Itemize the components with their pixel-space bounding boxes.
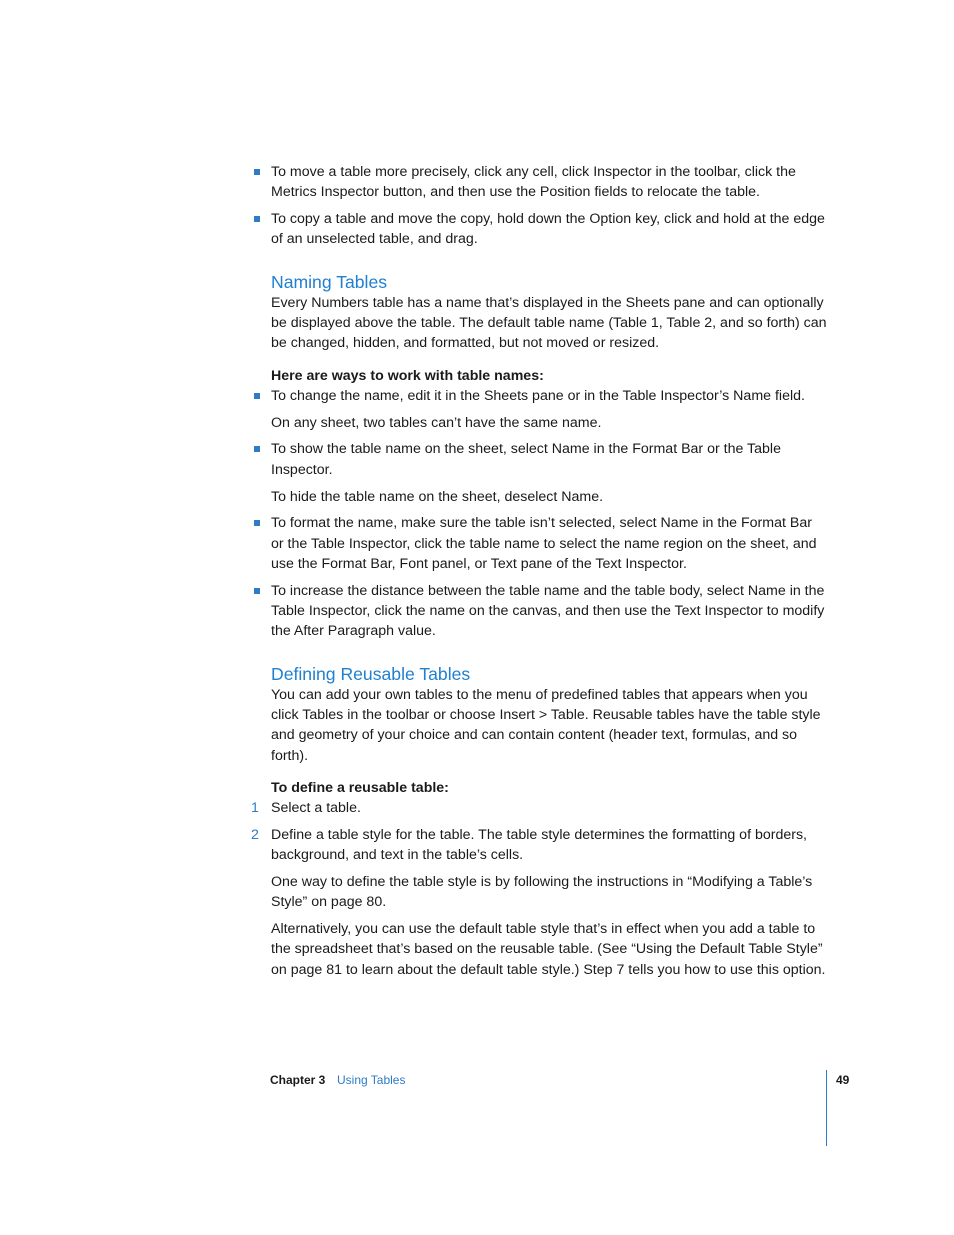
list-item [271,581,827,642]
list-item-text: To format the name, make sure the table isn’t selected, select Name in the Format Bar or the Table Inspector, click the table name to select the name region on the sheet, and use the Format Bar, Font panel, or Text pane of the Text Inspector. [271,515,817,572]
list-item [271,162,827,203]
bullet-icon [254,216,260,222]
page-body [251,162,827,987]
page-number: 49 [836,1073,850,1087]
list-item-note: On any sheet, two tables can’t have the same name. [271,414,602,431]
list-item-text: To move a table more precisely, click any cell, click Inspector in the toolbar, click the Metrics Inspector button, and then use the Position fields to relocate the table. [271,164,796,201]
section-heading-reusable: Defining Reusable Tables [271,663,471,684]
list-item-text: To show the table name on the sheet, select Name in the Format Bar or the Table Inspector. [271,441,781,478]
bullet-icon [254,393,260,399]
step-item [251,825,827,866]
list-item-text: To change the name, edit it in the Sheets pane or in the Table Inspector’s Name field. [271,387,805,404]
step-text: Select a table. [271,800,361,817]
list-item [271,513,827,574]
section-intro: You can add your own tables to the menu of predefined tables that appears when you click Tables in the toolbar or choose Insert > Table. Reusable tables have the table style and geometry of your choice and can contain content (header text, formulas, and so forth). [271,686,821,764]
section-intro: Every Numbers table has a name that’s displayed in the Sheets pane and can optionally be displayed above the table. The default table name (Table 1, Table 2, and so forth) can be changed, hidden, and formatted, but not moved or resized. [271,294,827,352]
list-item-text: To increase the distance between the table name and the table body, select Name in the Table Inspector, click the name on the canvas, and then use the Text Inspector to modify the After Paragraph value. [271,582,825,640]
list-item [271,439,827,480]
footer-chapter: Chapter 3 [270,1073,326,1087]
run-in-heading: Here are ways to work with table names: [271,367,544,384]
footer-chapter-title: Using Tables [337,1073,406,1087]
list-item-note: To hide the table name on the sheet, deselect Name. [271,488,604,505]
list-item [271,209,827,250]
footer-divider [826,1070,827,1146]
step-note: Alternatively, you can use the default table style that’s in effect when you add a table to the spreadsheet that’s based on the reusable table. (See “Using the Default Table Style” on page 81 to learn about the default table style.) Step 7 tells you how to use this option. [271,921,826,978]
step-note: One way to define the table style is by following the instructions in “Modifying a Table’s Style” on page 80. [271,874,813,911]
section-heading-naming: Naming Tables [271,271,388,292]
bullet-icon [254,520,260,526]
step-text: Define a table style for the table. The table style determines the formatting of borders, background, and text in the table’s cells. [271,826,808,864]
bullet-icon [254,169,260,175]
step-number: 2 [251,826,259,843]
list-item [271,386,827,406]
bullet-icon [254,588,260,594]
step-item [251,798,827,818]
list-item-text: To copy a table and move the copy, hold down the Option key, click and hold at the edge of an unselected table, and drag. [271,211,825,248]
step-number: 1 [251,800,259,817]
run-in-heading: To define a reusable table: [271,779,449,796]
bullet-icon [254,446,260,452]
